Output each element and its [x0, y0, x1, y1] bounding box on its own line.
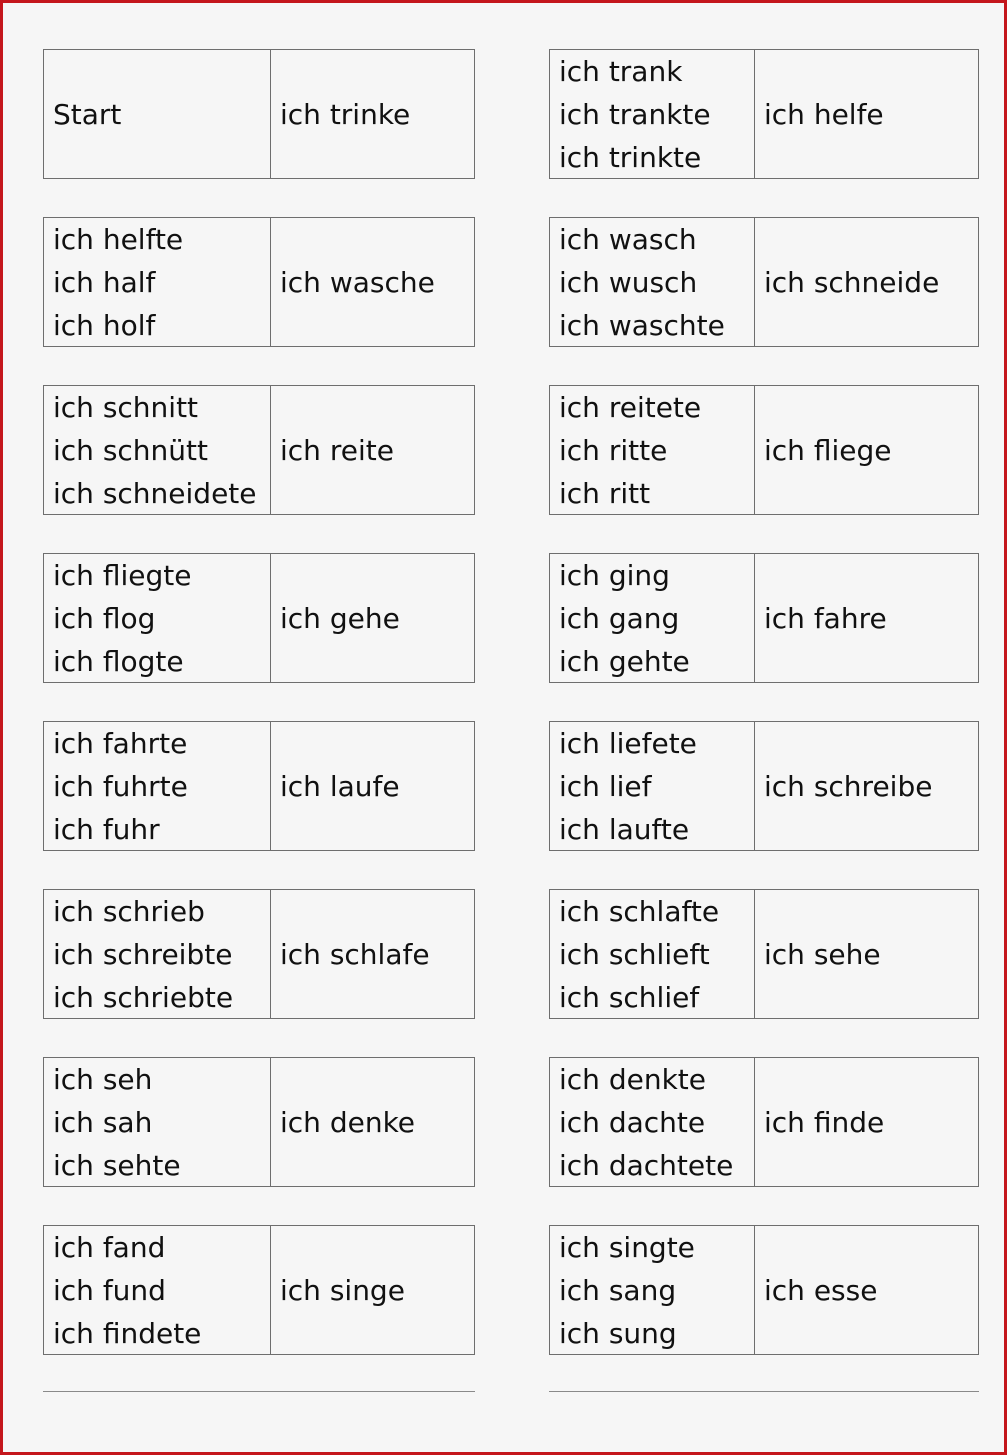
card-options-cell: [550, 218, 755, 346]
option-text: ich schlafte: [559, 894, 720, 928]
card-options-cell: [550, 386, 755, 514]
domino-card: [549, 217, 979, 347]
option-text: ich liefete: [559, 726, 697, 760]
option-text: ich dachtete: [559, 1148, 734, 1182]
card-prompt-cell: [755, 1058, 978, 1186]
domino-card: [43, 553, 475, 683]
option-text: ich fuhr: [53, 812, 160, 846]
option-text: ich schnitt: [53, 390, 199, 424]
option-text: ich schreibte: [53, 937, 233, 971]
left-bottom-line: [43, 1391, 475, 1392]
prompt-text: ich schreibe: [764, 769, 933, 803]
prompt-text: ich wasche: [280, 265, 435, 299]
card-options-cell: [44, 890, 271, 1018]
option-text: ich singte: [559, 1230, 695, 1264]
right-bottom-line: [549, 1391, 979, 1392]
option-text: ich schneidete: [53, 476, 257, 510]
card-options-cell: [44, 1226, 271, 1354]
prompt-text: ich schlafe: [280, 937, 430, 971]
domino-card: [43, 1057, 475, 1187]
card-options-cell: [44, 50, 271, 178]
card-options-cell: [44, 386, 271, 514]
card-prompt-cell: [271, 890, 474, 1018]
option-text: ich fahrte: [53, 726, 188, 760]
option-text: ich findete: [53, 1316, 202, 1350]
card-prompt-cell: [271, 218, 474, 346]
domino-card: [549, 889, 979, 1019]
card-prompt-cell: [755, 1226, 978, 1354]
option-text: ich schlief: [559, 980, 700, 1014]
option-text: ich waschte: [559, 308, 725, 342]
domino-card: [549, 1057, 979, 1187]
option-text: ich lief: [559, 769, 652, 803]
domino-card: [43, 889, 475, 1019]
card-options-cell: [550, 722, 755, 850]
card-options-cell: [550, 1226, 755, 1354]
option-text: ich schlieft: [559, 937, 710, 971]
prompt-text: ich gehe: [280, 601, 400, 635]
option-text: ich flogte: [53, 644, 184, 678]
option-text: ich sah: [53, 1105, 153, 1139]
prompt-text: ich esse: [764, 1273, 878, 1307]
option-text: ich sung: [559, 1316, 677, 1350]
card-options-cell: [44, 1058, 271, 1186]
option-text: ich schnütt: [53, 433, 208, 467]
domino-card: [43, 1225, 475, 1355]
card-prompt-cell: [755, 50, 978, 178]
domino-card: [549, 721, 979, 851]
option-text: ich half: [53, 265, 156, 299]
worksheet-page: [3, 3, 1004, 1452]
domino-card: [549, 1225, 979, 1355]
option-text: ich fliegte: [53, 558, 192, 592]
prompt-text: ich denke: [280, 1105, 416, 1139]
card-prompt-cell: [755, 218, 978, 346]
card-prompt-cell: [755, 554, 978, 682]
card-prompt-cell: [271, 50, 474, 178]
option-text: ich sang: [559, 1273, 677, 1307]
option-text: ich seh: [53, 1062, 153, 1096]
option-text: ich holf: [53, 308, 156, 342]
card-options-cell: [550, 554, 755, 682]
option-text: ich wusch: [559, 265, 698, 299]
card-prompt-cell: [755, 386, 978, 514]
option-text: ich gang: [559, 601, 680, 635]
card-options-cell: [550, 890, 755, 1018]
option-text: Start: [53, 97, 122, 131]
option-text: ich fuhrte: [53, 769, 188, 803]
domino-card: [43, 721, 475, 851]
card-options-cell: [44, 722, 271, 850]
domino-card: [549, 385, 979, 515]
option-text: ich trinkte: [559, 140, 702, 174]
option-text: ich trank: [559, 54, 683, 88]
card-prompt-cell: [271, 1058, 474, 1186]
option-text: ich wasch: [559, 222, 697, 256]
domino-card: [549, 49, 979, 179]
option-text: ich fand: [53, 1230, 166, 1264]
option-text: ich laufte: [559, 812, 690, 846]
prompt-text: ich trinke: [280, 97, 411, 131]
card-options-cell: [550, 50, 755, 178]
card-prompt-cell: [755, 722, 978, 850]
option-text: ich fund: [53, 1273, 166, 1307]
prompt-text: ich helfe: [764, 97, 884, 131]
option-text: ich schrieb: [53, 894, 205, 928]
option-text: ich sehte: [53, 1148, 181, 1182]
option-text: ich helfte: [53, 222, 184, 256]
domino-card: [43, 49, 475, 179]
prompt-text: ich finde: [764, 1105, 885, 1139]
card-prompt-cell: [271, 386, 474, 514]
card-options-cell: [550, 1058, 755, 1186]
card-prompt-cell: [755, 890, 978, 1018]
card-prompt-cell: [271, 554, 474, 682]
option-text: ich reitete: [559, 390, 702, 424]
option-text: ich ritt: [559, 476, 651, 510]
prompt-text: ich schneide: [764, 265, 940, 299]
option-text: ich dachte: [559, 1105, 706, 1139]
option-text: ich ritte: [559, 433, 668, 467]
prompt-text: ich fahre: [764, 601, 887, 635]
prompt-text: ich sehe: [764, 937, 881, 971]
domino-card: [549, 553, 979, 683]
prompt-text: ich reite: [280, 433, 394, 467]
card-prompt-cell: [271, 722, 474, 850]
option-text: ich schriebte: [53, 980, 234, 1014]
card-options-cell: [44, 218, 271, 346]
option-text: ich trankte: [559, 97, 711, 131]
option-text: ich ging: [559, 558, 670, 592]
prompt-text: ich singe: [280, 1273, 405, 1307]
domino-card: [43, 385, 475, 515]
option-text: ich gehte: [559, 644, 690, 678]
card-options-cell: [44, 554, 271, 682]
option-text: ich denkte: [559, 1062, 706, 1096]
prompt-text: ich fliege: [764, 433, 892, 467]
domino-card: [43, 217, 475, 347]
prompt-text: ich laufe: [280, 769, 400, 803]
option-text: ich flog: [53, 601, 156, 635]
card-prompt-cell: [271, 1226, 474, 1354]
